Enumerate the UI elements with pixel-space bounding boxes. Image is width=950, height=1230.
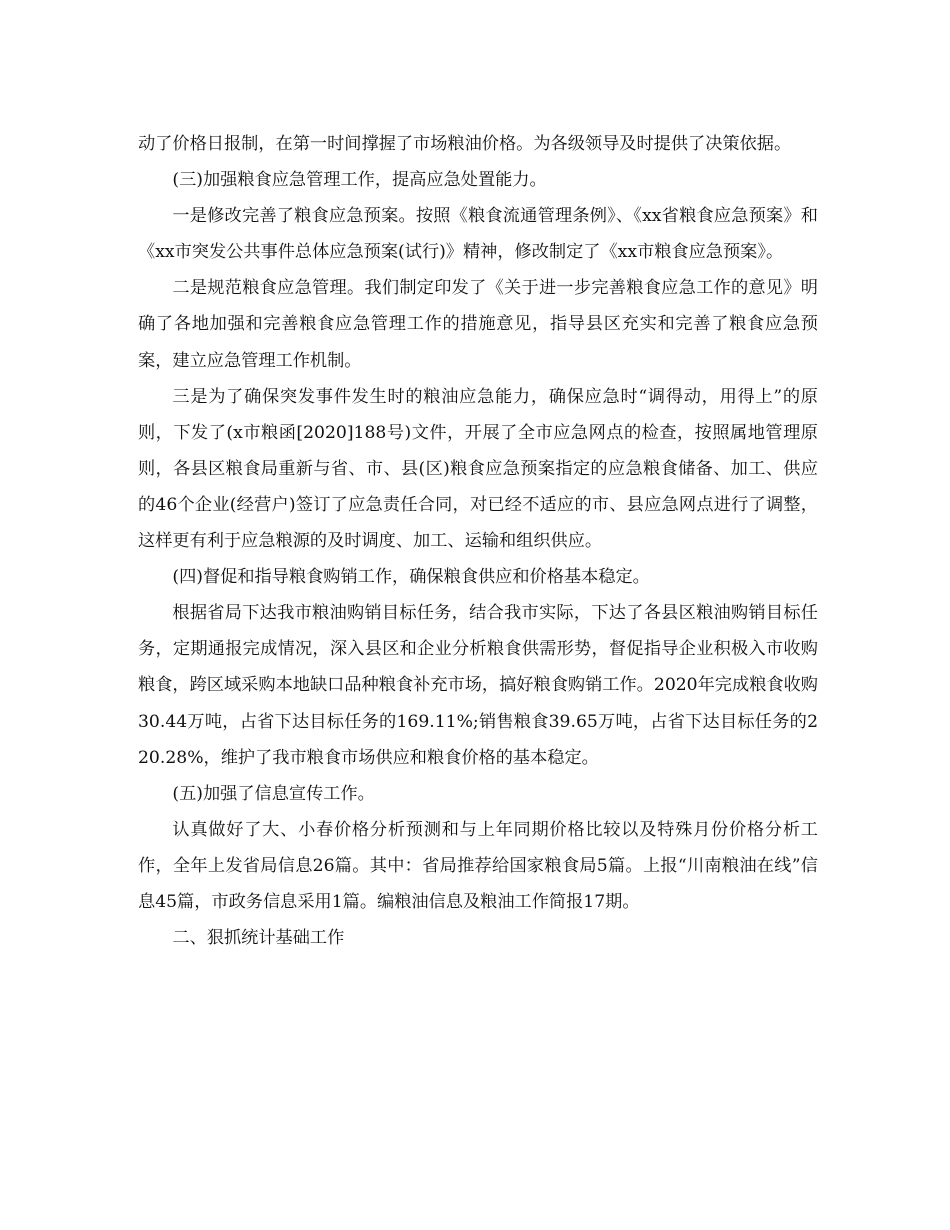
section-heading-statistics-work: 二、狠抓统计基础工作 <box>172 928 345 949</box>
paragraph-emergency-management-standards: 二是规范粮食应急管理。我们制定印发了《关于进一步完善粮食应急工作的意见》明确了各地加强和完善粮食应急管理工作的措施意见，指导县区充实和完善了粮食应急预案，建立应急管理工作机制。 <box>138 278 818 371</box>
paragraph-price-analysis-reports: 认真做好了大、小春价格分析预测和与上年同期价格比较以及特殊月份价格分析工作，全年上发省局信息26篇。其中：省局推荐给国家粮食局5篇。上报“川南粮油在线”信息45篇，市政务信息采用1篇。编粮油信息及粮油工作简报17期。 <box>138 819 818 912</box>
section-heading-grain-purchase-sales: (四)督促和指导粮食购销工作，确保粮食供应和价格基本稳定。 <box>172 567 650 588</box>
paragraph-price-reporting: 动了价格日报制，在第一时间撑握了市场粮油价格。为各级领导及时提供了决策依据。 <box>138 134 792 154</box>
section-heading-emergency-management: (三)加强粮食应急管理工作，提高应急处置能力。 <box>172 170 547 191</box>
paragraph-purchase-sales-targets: 根据省局下达我市粮油购销目标任务，结合我市实际，下达了各县区粮油购销目标任务，定期通报完成情况，深入县区和企业分析粮食供需形势，督促指导企业积极入市收购粮食，跨区域采购本地缺口品种粮食补充市场，搞好粮食购销工作。2020年完成粮食收购30.44万吨，占省下达目标任务的169.11%;销售粮食39.65万吨，占省下达目标任务的220.28%，维护了我市粮食市场供应和粮食价格的基本稳定。 <box>138 603 818 768</box>
document-body <box>138 126 818 956</box>
paragraph-emergency-supply-capacity: 三是为了确保突发事件发生时的粮油应急能力，确保应急时“调得动，用得上”的原则，下发了(x市粮函[2020]188号)文件，开展了全市应急网点的检查，按照属地管理原则，各县区粮食局重新与省、市、县(区)粮食应急预案指定的应急粮食储备、加工、供应的46个企业(经营户)签订了应急责任合同，对已经不适应的市、县应急网点进行了调整，这样更有利于应急粮源的及时调度、加工、运输和组织供应。 <box>138 386 818 552</box>
paragraph-emergency-plan-revision: 一是修改完善了粮食应急预案。按照《粮食流通管理条例》、《xx省粮食应急预案》和《xx市突发公共事件总体应急预案(试行)》精神，修改制定了《xx市粮食应急预案》。 <box>138 206 818 263</box>
section-heading-information-publicity: (五)加强了信息宣传工作。 <box>172 783 375 804</box>
